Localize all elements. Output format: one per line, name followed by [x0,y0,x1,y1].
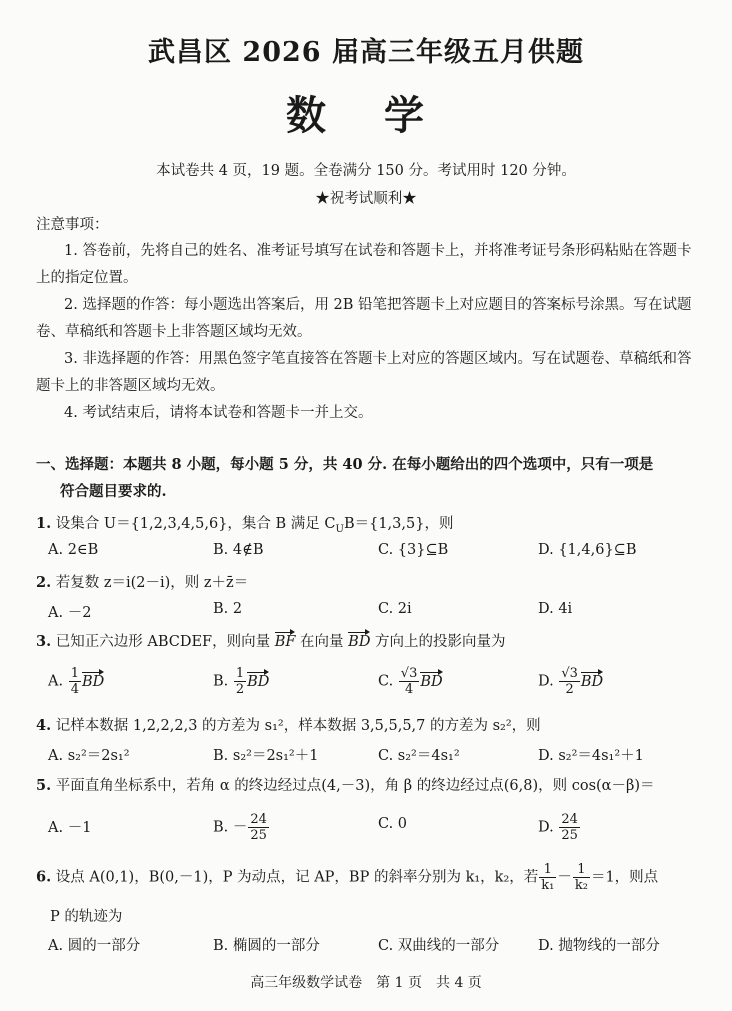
question-2 [36,571,706,592]
section-heading-line: 一、选择题：本题共 8 小题，每小题 5 分，共 40 分. 在每小题给出的四个选项中，只有一项是 [36,456,654,473]
option-d: D. 抛物线的一部分 [538,938,660,954]
question-6 [36,862,706,893]
option-b [213,812,270,843]
question-stem: ＝1，则点 [590,869,659,886]
fraction-denominator: 4 [70,682,79,697]
notice-item: 3. 非选择题的作答：用黑色签字笔直接答在答题卡上对应的答题区域内。写在试题卷、草稿纸和答题卡上的非答题区域均无效。 [36,351,692,394]
question-number: 6. [36,868,52,886]
option-c: C. 2i [378,601,412,617]
option-d: D. {1,4,6}⊆B [538,542,637,558]
option-b [213,666,269,697]
subscript: U [335,523,344,535]
section-heading-line: 符合题目要求的. [60,483,167,500]
option-a: A. 2∈B [48,542,99,558]
fraction-denominator: 4 [404,682,414,697]
option-a: A. s₂²＝2s₁² [48,748,130,764]
question-stem: 设集合 U＝{1,2,3,4,5,6}，集合 B 满足 C [55,516,336,532]
fraction-denominator: 2 [565,682,574,697]
question-5 [36,774,706,795]
fraction-numerator: √3 [400,666,418,681]
vector-bf: BF [274,634,296,650]
fraction [559,666,580,697]
vector-bd: BD [247,673,270,690]
section-heading [36,451,706,505]
fraction-denominator: k₁ [541,878,555,893]
vector-bd: BD [580,673,604,690]
question-number: 1. [36,515,52,532]
fraction [559,812,580,843]
fraction [234,666,246,697]
option-d [538,812,581,843]
fraction-denominator: 2 [235,682,245,697]
question-stem: 已知正六边形 ABCDEF，则向量 [55,634,275,650]
option-a: A. 圆的一部分 [48,938,141,954]
fraction-denominator: 25 [250,828,267,843]
option-d: D. 4i [538,601,573,617]
fraction [539,862,556,893]
option-label: B. [213,673,229,690]
option-b: B. 椭圆的一部分 [213,938,320,954]
fraction [248,812,269,843]
fraction [399,666,420,697]
option-label: D. [538,819,554,836]
option-c [378,666,443,697]
option-c: C. s₂²＝4s₁² [378,748,460,764]
question-stem: 方向上的投影向量为 [370,634,506,650]
exam-info: 本试卷共 4 页，19 题。全卷满分 150 分。考试用时 120 分钟。 [156,163,576,179]
option-d: D. s₂²＝4s₁²＋1 [538,748,644,764]
fraction-numerator: 24 [561,812,578,827]
notice-item: 2. 选择题的作答：每小题选出答案后，用 2B 铅笔把答题卡上对应题目的答案标号涂黑。写在试题卷、草稿纸和答题卡上非答题区域均无效。 [36,297,692,340]
option-b: B. 4∉B [213,542,264,558]
fraction-numerator: 1 [539,862,556,878]
exam-title: 武昌区 2026 届高三年级五月供题 [148,37,584,68]
option-c: C. 0 [378,816,408,832]
question-stem: B＝{1,3,5}，则 [343,516,454,532]
question-number: 3. [36,633,52,650]
question-1 [36,512,706,535]
notice-heading: 注意事项： [36,217,109,233]
question-stem: 设点 A(0,1)，B(0,－1)，P 为动点，记 AP，BP 的斜率分别为 k₁，k₂，若 [55,869,539,886]
question-stem: 若复数 z＝i(2－i)，则 z＋z̄＝ [55,575,249,591]
question-4 [36,714,706,735]
option-a: A. －2 [48,605,92,621]
question-number: 5. [36,777,52,794]
minus-sign: － [557,869,572,886]
question-6-line2: P 的轨迹为 [50,909,123,925]
fraction-numerator: 1 [573,862,590,878]
option-label: B. － [213,819,248,836]
fraction-denominator: 25 [561,828,578,843]
option-label: C. [378,673,394,690]
notice-item: 1. 答卷前，先将自己的姓名、准考证号填写在试卷和答题卡上，并将准考证号条形码粘贴在答题卡上的指定位置。 [36,243,692,286]
option-c: C. {3}⊆B [378,542,449,558]
fraction-numerator: 1 [70,666,79,681]
page-footer: 高三年级数学试卷 第 1 页 共 4 页 [250,975,482,991]
option-label: D. [538,673,554,690]
fraction-denominator: k₂ [574,878,588,893]
question-stem: 平面直角坐标系中，若角 α 的终边经过点(4,－3)，角 β 的终边经过点(6,8)，则 cos(α－β)＝ [55,778,655,794]
question-3 [36,630,706,651]
fraction [69,666,81,697]
question-number: 2. [36,574,52,591]
option-b: B. s₂²＝2s₁²＋1 [213,748,319,764]
question-stem: 记样本数据 1,2,2,2,3 的方差为 s₁²，样本数据 3,5,5,5,7 的方差为 s₂²，则 [55,718,541,734]
option-c: C. 双曲线的一部分 [378,938,500,954]
option-label: A. [48,673,64,690]
fraction [573,862,590,893]
option-a [48,666,104,697]
vector-bd: BD [81,673,105,690]
subject-title: 数 学 [286,92,446,139]
question-stem: 在向量 [295,634,349,650]
notice-item: 4. 考试结束后，请将本试卷和答题卡一并上交。 [64,405,373,421]
good-luck-line: ★祝考试顺利★ [315,191,417,207]
option-a: A. －1 [48,820,92,836]
vector-bd: BD [348,634,371,650]
fraction-numerator: 1 [235,666,245,681]
option-d [538,666,603,697]
question-number: 4. [36,717,52,734]
fraction-numerator: √3 [561,666,578,681]
notice-list [36,238,696,427]
vector-bd: BD [420,673,443,690]
fraction-numerator: 24 [250,812,267,827]
option-b: B. 2 [213,601,243,617]
